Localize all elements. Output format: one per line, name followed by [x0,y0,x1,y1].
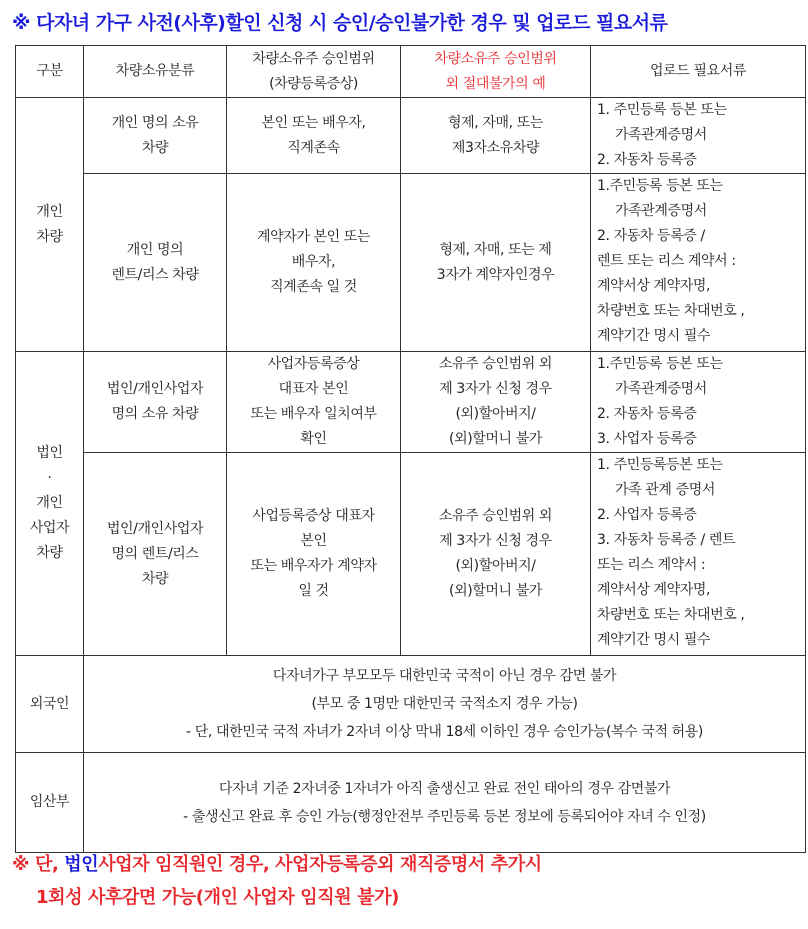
text-line: 계약기간 명시 필수 [597,632,711,648]
text-line: 형제, 자매, 또는 제 [439,241,552,258]
text-line: 본인 [300,533,327,549]
text-line: 업로드 필요서류 [650,63,746,79]
text-line: 본인 또는 배우자, [261,114,366,131]
text-line: 제 3자가 신청 경우 [439,533,552,549]
text-line: 제3자소유차량 [451,139,540,156]
text-line: (외)할아버지/ [455,558,536,574]
scope-cell [227,174,401,352]
text-line: 차량 [141,139,169,156]
text-line: 차량번호 또는 차대번호 , [597,607,745,623]
forbidden-cell [401,453,591,656]
text-line: 차량번호 또는 차대번호 , [597,303,745,319]
text-line: 1.주민등록 등본 또는 [597,178,723,194]
header-ownership [84,46,227,98]
text-line: 또는 배우자가 계약자 [250,558,377,574]
text-line: 1. 주민등록등본 또는 [597,457,723,473]
ownership-cell [84,352,227,453]
text-line: (외)할머니 불가 [449,431,542,447]
text-line: 2. 자동차 등록증 [597,406,697,422]
scope-cell [227,352,401,453]
text-line: 개인 명의 [126,241,184,258]
text-line: 대표자 본인 [278,381,349,397]
pregnant-text [84,753,806,853]
text-line: 계약기간 명시 필수 [597,328,711,344]
text-line: 2. 자동차 등록증 [597,152,697,168]
text-line: 외국인 [29,695,70,712]
ownership-cell [84,453,227,656]
text-line: 개인 [36,203,63,220]
text-line: 제 3자가 신청 경우 [439,381,552,397]
text-line: 법인/개인사업자 [106,381,204,397]
text-line: 3. 사업자 등록증 [597,431,697,447]
text-line: 개인 [36,495,63,511]
text-line: 명의 소유 차량 [111,406,199,422]
forbidden-cell [401,352,591,453]
text-line: - 단, 대한민국 국적 자녀가 2자녀 이상 막내 18세 이하인 경우 승인가능(복수 국적 허용) [186,724,703,740]
header-row [16,46,806,98]
text-line: 직계존속 [287,139,340,156]
text-line: 또는 배우자 일치여부 [250,406,377,422]
text-line: 형제, 자매, 또는 [448,114,543,131]
text-line: 가족 관계 증명서 [615,482,715,498]
text-line: 차량 [36,545,63,561]
table-row [16,98,806,174]
text-line: 또는 리스 계약서 : [597,557,706,573]
text-line: · [47,470,52,486]
docs-cell [591,98,806,174]
text-line: 다자녀 기준 2자녀중 1자녀가 아직 출생신고 완료 전인 태아의 경우 감면불가 [218,780,671,797]
page-title: ※ 다자녀 가구 사전(사후)할인 신청 시 승인/승인불가한 경우 및 업로드 필요서류 [12,12,668,34]
text-line: 사업자 [29,520,70,536]
docs-cell [591,174,806,352]
scope-cell [227,98,401,174]
text-line: 계약서상 계약자명, [597,278,711,294]
table-row [16,352,806,453]
text-line: 배우자, [291,254,336,270]
docs-cell [591,453,806,656]
text-line: 외 절대불가의 예 [445,75,546,92]
ownership-cell [84,98,227,174]
text-line: 다자녀가구 부모모두 대한민국 국적이 아닌 경우 감면 불가 [272,668,617,684]
text-line: 차량 [141,570,169,587]
header-category [16,46,84,98]
text-line: (외)할아버지/ [455,406,536,422]
text-line: (부모 중 1명만 대한민국 국적소지 경우 가능) [311,696,578,712]
text-line: 렌트 또는 리스 계약서 : [597,253,736,269]
text-line: 확인 [300,431,327,447]
text-line: (외)할머니 불가 [449,583,542,599]
text-line: 개인 명의 소유 [111,114,199,131]
footer-note [12,848,542,914]
text-line: 소유주 승인범위 외 [438,508,553,524]
header-forbidden [401,46,591,98]
table-row [16,656,806,753]
text-line: 임산부 [29,794,70,810]
table-row [16,453,806,656]
header-scope [227,46,401,98]
text-line: 1. 주민등록 등본 또는 [597,102,727,118]
text-line: 2. 자동차 등록증 / [597,228,705,244]
group-personal [16,98,84,352]
text-line: 2. 사업자 등록증 [597,507,697,523]
text-line: 직계존속 일 것 [270,279,357,295]
forbidden-cell [401,174,591,352]
group-business [16,352,84,656]
text-line: - 출생신고 완료 후 승인 가능(행정안전부 주민등록 등본 정보에 등록되어야 자녀 수 인정) [183,808,706,825]
text-line: 렌트/리스 차량 [111,266,199,283]
footer-prefix: ※ 단, [12,854,65,875]
footer-line1: 사업자 임직원인 경우, 사업자등록증외 재직증명서 추가시 [98,854,542,875]
text-line: (차량등록증상) [269,75,358,92]
ownership-cell [84,174,227,352]
text-line: 구분 [36,63,63,79]
group-foreigner [16,656,84,753]
foreigner-text [84,656,806,753]
text-line: 가족관계증명서 [615,381,707,397]
forbidden-cell [401,98,591,174]
text-line: 일 것 [298,583,329,599]
text-line: 1.주민등록 등본 또는 [597,356,723,372]
text-line: 3. 자동차 등록증 / 렌트 [597,532,736,548]
text-line: 사업자등록증상 [267,356,360,372]
group-pregnant [16,753,84,853]
text-line: 차량소유주 승인범위 [252,50,375,67]
scope-cell [227,453,401,656]
text-line: 소유주 승인범위 외 [438,356,553,372]
text-line: 차량 [36,228,63,245]
table-row [16,174,806,352]
text-line: 차량소유주 승인범위 [434,50,557,67]
text-line: 법인/개인사업자 [106,520,204,537]
header-docs [591,46,806,98]
text-line: 3자가 계약자인경우 [436,266,555,283]
text-line: 계약서상 계약자명, [597,582,711,598]
text-line: 명의 렌트/리스 [111,545,199,562]
text-line: 차량소유분류 [115,63,195,79]
text-line: 가족관계증명서 [615,203,707,219]
docs-cell [591,352,806,453]
text-line: 계약자가 본인 또는 [256,229,371,245]
approval-table [15,45,806,853]
footer-line2: 1회성 사후감면 가능(개인 사업자 임직원 불가) [36,887,399,908]
text-line: 가족관계증명서 [615,127,707,143]
table-row [16,753,806,853]
text-line: 사업등록증상 대표자 [252,508,375,524]
text-line: 법인 [36,445,63,461]
footer-corporate: 법인 [64,854,99,875]
